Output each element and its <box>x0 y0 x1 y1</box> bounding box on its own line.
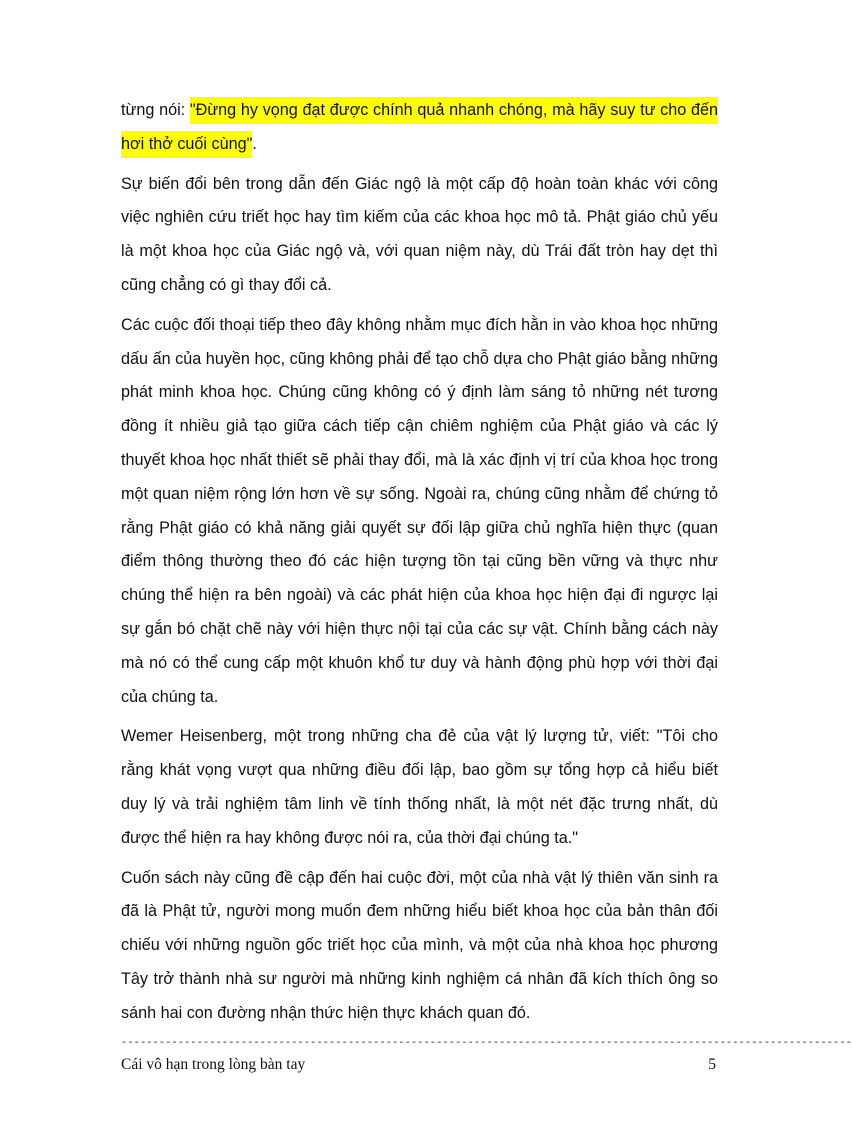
page-body <box>121 94 718 1037</box>
footer-page-number: 5 <box>708 1056 716 1073</box>
page-footer <box>121 1054 716 1076</box>
footer-divider: -------------------------------------------------------------------------------------------------------------------- <box>121 1037 852 1049</box>
paragraph-quote <box>121 94 718 162</box>
paragraph-two-lives: Cuốn sách này cũng đề cập đến hai cuộc đời, một của nhà vật lý thiên văn sinh ra đã là Phật tử, người mong muốn đem những hiểu biết khoa học của bản thân đối chiếu với những nguồn gốc triết học của mình, và một của nhà khoa học phương Tây trở thành nhà sư người mà những kinh nghiệm cá nhân đã kích thích ông so sánh hai con đường nhận thức hiện thực khách quan đó. <box>121 868 718 1022</box>
highlighted-quote: "Đừng hy vọng đạt được chính quả nhanh chóng, mà hãy suy tư cho đến hơi thở cuối cùng" <box>121 97 718 158</box>
footer-book-title: Cái vô hạn trong lòng bàn tay <box>121 1056 306 1073</box>
paragraph-quote-lead: từng nói: <box>121 101 190 119</box>
paragraph-heisenberg: Wemer Heisenberg, một trong những cha đẻ của vật lý lượng tử, viết: "Tôi cho rằng khát vọng vượt qua những điều đối lập, bao gồm sự tổng hợp cả hiểu biết duy lý và trải nghiệm tâm linh về tính thống nhất, là một nét đặc trưng nhất, dù được thể hiện ra hay không được nói ra, của thời đại chúng ta." <box>121 727 718 847</box>
paragraph-quote-tail: . <box>252 134 257 153</box>
paragraph-dialogues: Các cuộc đối thoại tiếp theo đây không nhằm mục đích hằn in vào khoa học những dấu ấn của huyền học, cũng không phải để tạo chỗ dựa cho Phật giáo bằng những phát minh khoa học. Chúng cũng không có ý định làm sáng tỏ những nét tương đồng ít nhiều giả tạo giữa cách tiếp cận chiêm nghiệm của Phật giáo và các lý thuyết khoa học nhất thiết sẽ phải thay đổi, mà là xác định vị trí của khoa học trong một quan niệm rộng lớn hơn về sự sống. Ngoài ra, chúng cũng nhằm để chứng tỏ rằng Phật giáo có khả năng giải quyết sự đối lập giữa chủ nghĩa hiện thực (quan điểm thông thường theo đó các hiện tượng tồn tại cũng bền vững và thực như chúng thể hiện ra bên ngoài) và các phát hiện của khoa học hiện đại đi ngược lại sự gắn bó chặt chẽ này với hiện thực nội tại của các sự vật. Chính bằng cách này mà nó có thể cung cấp một khuôn khổ tư duy và hành động phù hợp với thời đại của chúng ta. <box>121 315 718 706</box>
paragraph-enlightenment: Sự biến đổi bên trong dẫn đến Giác ngộ là một cấp độ hoàn toàn khác với công việc nghiên cứu triết học hay tìm kiếm của các khoa học mô tả. Phật giáo chủ yếu là một khoa học của Giác ngộ và, với quan niệm này, dù Trái đất tròn hay dẹt thì cũng chẳng có gì thay đổi cả. <box>121 174 718 294</box>
